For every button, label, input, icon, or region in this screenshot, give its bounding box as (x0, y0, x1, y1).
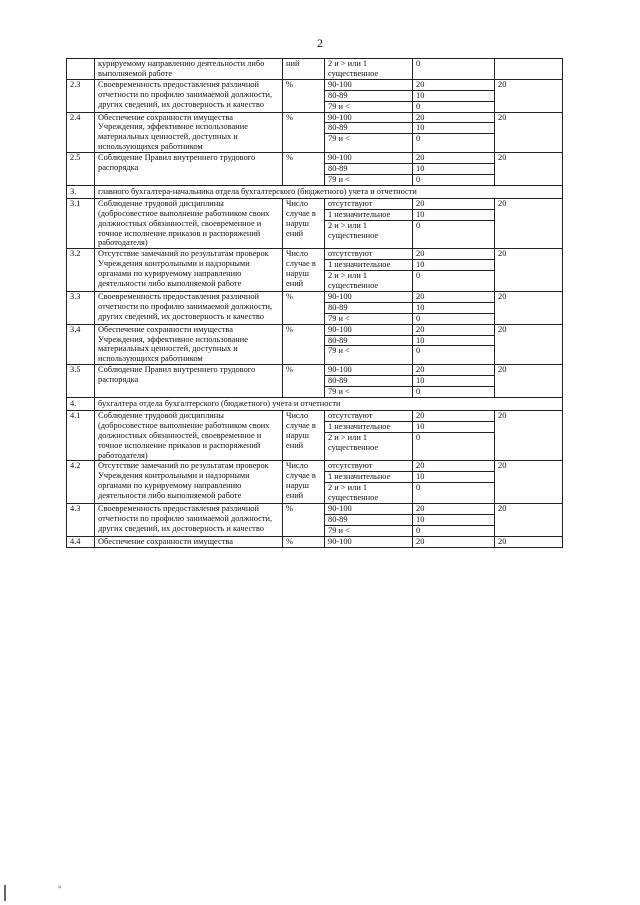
unit-of-measure: % (283, 153, 325, 186)
points-value: 20 (413, 461, 494, 472)
criteria-value: 1 незначительное (325, 422, 412, 433)
unit-of-measure: % (283, 291, 325, 324)
row-number: 4.2 (67, 461, 95, 504)
points-cell (413, 249, 495, 292)
criteria-value: 79 и < (328, 346, 350, 356)
criteria-row (67, 291, 563, 324)
max-points (495, 59, 563, 80)
row-number: 3.2 (67, 249, 95, 292)
points-value: 10 (413, 376, 494, 387)
criteria-value: 1 незначительное (325, 210, 412, 221)
points-value: 0 (416, 483, 421, 493)
unit-of-measure: % (283, 324, 325, 365)
page-number: 2 (317, 36, 323, 50)
unit-of-measure: % (283, 504, 325, 537)
criteria-value: 80-89 (325, 123, 412, 134)
criteria-value: 90-100 (325, 80, 412, 91)
row-number: 3.4 (67, 324, 95, 365)
max-points: 20 (495, 198, 563, 249)
points-value: 10 (413, 336, 494, 347)
unit-of-measure: % (283, 112, 325, 153)
criteria-cell (325, 59, 413, 80)
points-cell (413, 536, 495, 547)
criteria-row (67, 461, 563, 504)
criteria-value: 80-89 (325, 336, 412, 347)
points-value: 20 (413, 325, 494, 336)
points-cell (413, 291, 495, 324)
indicator-name: Отсутствие замечаний по результатам проверок Учреждения контрольными и надзорными органами по курируемому направлению деятельности либо выполняемой работе (95, 249, 283, 292)
row-number: 3.1 (67, 198, 95, 249)
points-value: 0 (416, 134, 421, 144)
row-number: 3.5 (67, 365, 95, 398)
points-value: 0 (416, 313, 421, 323)
section-number: 4. (67, 398, 95, 411)
points-cell (413, 365, 495, 398)
footer-mark: » (58, 883, 62, 891)
criteria-value: 2 и > или 1 существенное (328, 432, 379, 452)
points-value: 10 (413, 303, 494, 314)
criteria-row (67, 112, 563, 153)
points-value: 0 (416, 174, 421, 184)
criteria-value: 1 незначительное (325, 260, 412, 271)
points-value: 10 (413, 472, 494, 483)
points-value: 20 (413, 365, 494, 376)
criteria-cell (325, 504, 413, 537)
criteria-value: 80-89 (325, 515, 412, 526)
points-cell (413, 504, 495, 537)
criteria-row (67, 198, 563, 249)
unit-of-measure: % (283, 79, 325, 112)
indicator-name: Соблюдение трудовой дисциплины (добросовестное выполнение работником своих должностных обязанностей, своевременное и точное исполнение приказов и распоряжений работодателя) (95, 410, 283, 461)
section-header-row (67, 185, 563, 198)
indicator-name: Своевременность предоставления различной отчетности по профилю занимаемой должности, других сведений, их достоверность и качество (95, 79, 283, 112)
criteria-row (67, 249, 563, 292)
row-number: 3.3 (67, 291, 95, 324)
points-value: 10 (413, 260, 494, 271)
max-points: 20 (495, 536, 563, 547)
criteria-value: 80-89 (325, 91, 412, 102)
unit-of-measure: ний (283, 59, 325, 80)
points-cell (413, 153, 495, 186)
points-cell (413, 410, 495, 461)
criteria-value: 2 и > или 1 существенное (328, 220, 379, 240)
max-points: 20 (495, 461, 563, 504)
points-value: 10 (413, 123, 494, 134)
indicator-name: Обеспечение сохранности имущества (95, 536, 283, 547)
indicator-name: курируемому направлению деятельности либо выполняемой работе (95, 59, 283, 80)
indicator-name: Обеспечение сохранности имущества Учреждения, эффективное использование материальных ценностей, доступных и использующихся работником (95, 324, 283, 365)
criteria-cell (325, 291, 413, 324)
points-value: 10 (413, 515, 494, 526)
section-title: бухгалтера отдела бухгалтерского (бюджетного) учета и отчетности (95, 398, 563, 411)
points-value: 20 (416, 536, 425, 546)
criteria-value: 79 и < (328, 525, 350, 535)
max-points: 20 (495, 365, 563, 398)
points-value: 0 (416, 525, 421, 535)
criteria-value: отсутствуют (325, 249, 412, 260)
criteria-row (67, 536, 563, 547)
points-value: 0 (416, 101, 421, 111)
criteria-cell (325, 410, 413, 461)
criteria-row (67, 504, 563, 537)
max-points: 20 (495, 504, 563, 537)
scan-edge-mark (4, 885, 6, 901)
points-cell (413, 112, 495, 153)
points-value: 10 (413, 164, 494, 175)
unit-of-measure: % (283, 536, 325, 547)
criteria-row (67, 410, 563, 461)
points-value: 20 (413, 80, 494, 91)
criteria-cell (325, 112, 413, 153)
criteria-cell (325, 536, 413, 547)
row-number: 2.5 (67, 153, 95, 186)
points-value: 0 (416, 432, 421, 442)
points-value: 20 (413, 153, 494, 164)
criteria-value: 2 и > или 1 существенное (328, 483, 379, 503)
criteria-value: 79 и < (328, 134, 350, 144)
points-value: 0 (416, 387, 421, 397)
criteria-value: 80-89 (325, 164, 412, 175)
unit-of-measure: Число случае в наруш ений (283, 249, 325, 292)
points-cell (413, 461, 495, 504)
indicator-name: Соблюдение Правил внутреннего трудового распорядка (95, 153, 283, 186)
row-number: 4.1 (67, 410, 95, 461)
criteria-row (67, 324, 563, 365)
points-value: 20 (413, 292, 494, 303)
criteria-cell (325, 461, 413, 504)
criteria-value: 90-100 (325, 292, 412, 303)
points-cell (413, 324, 495, 365)
criteria-row (67, 79, 563, 112)
max-points: 20 (495, 153, 563, 186)
criteria-value: 90-100 (325, 365, 412, 376)
points-value: 20 (413, 113, 494, 124)
criteria-cell (325, 324, 413, 365)
indicator-name: Отсутствие замечаний по результатам проверок Учреждения контрольными и надзорными органами по курируемому направлению деятельности либо выполняемой работе (95, 461, 283, 504)
criteria-value: 79 и < (328, 174, 350, 184)
criteria-cell (325, 365, 413, 398)
criteria-value: отсутствуют (325, 461, 412, 472)
section-title: главного бухгалтера-начальника отдела бухгалтерского (бюджетного) учета и отчетности (95, 185, 563, 198)
criteria-value: 90-100 (325, 153, 412, 164)
criteria-row (67, 59, 563, 80)
indicator-name: Соблюдение трудовой дисциплины (добросовестное выполнение работником своих должностных обязанностей, своевременное и точное исполнение приказов и распоряжений работодателя) (95, 198, 283, 249)
row-number: 2.4 (67, 112, 95, 153)
points-value: 10 (413, 210, 494, 221)
unit-of-measure: % (283, 365, 325, 398)
indicator-name: Своевременность предоставления различной отчетности по профилю занимаемой должности, других сведений, их достоверность и качество (95, 504, 283, 537)
points-value: 10 (413, 91, 494, 102)
unit-of-measure: Число случае в наруш ений (283, 410, 325, 461)
points-cell (413, 79, 495, 112)
criteria-value: 90-100 (328, 536, 352, 546)
points-cell (413, 198, 495, 249)
criteria-value: 90-100 (325, 504, 412, 515)
criteria-cell (325, 153, 413, 186)
criteria-value: 79 и < (328, 387, 350, 397)
section-header-row (67, 398, 563, 411)
criteria-value: отсутствуют (325, 199, 412, 210)
criteria-value: 80-89 (325, 303, 412, 314)
section-number: 3. (67, 185, 95, 198)
criteria-cell (325, 249, 413, 292)
criteria-value: 90-100 (325, 325, 412, 336)
criteria-cell (325, 198, 413, 249)
points-value: 10 (413, 422, 494, 433)
points-value: 0 (416, 59, 421, 68)
row-number (67, 59, 95, 80)
criteria-value: 79 и < (328, 313, 350, 323)
row-number: 4.3 (67, 504, 95, 537)
criteria-row (67, 365, 563, 398)
points-value: 20 (413, 199, 494, 210)
points-value: 20 (413, 504, 494, 515)
points-value: 0 (416, 271, 421, 281)
criteria-value: отсутствуют (325, 411, 412, 422)
criteria-cell (325, 79, 413, 112)
points-value: 20 (413, 411, 494, 422)
points-value: 20 (413, 249, 494, 260)
points-value: 0 (416, 346, 421, 356)
row-number: 2.3 (67, 79, 95, 112)
criteria-value: 2 и > или 1 существенное (328, 271, 379, 291)
indicator-name: Обеспечение сохранности имущества Учреждения, эффективное использование материальных ценностей, доступных и использующихся работником (95, 112, 283, 153)
criteria-value: 79 и < (328, 101, 350, 111)
criteria-row (67, 153, 563, 186)
criteria-value: 1 незначительное (325, 472, 412, 483)
indicator-name: Соблюдение Правил внутреннего трудового распорядка (95, 365, 283, 398)
criteria-value: 2 и > или 1 существенное (328, 59, 379, 78)
max-points: 20 (495, 324, 563, 365)
criteria-table-body (67, 59, 563, 548)
row-number: 4.4 (67, 536, 95, 547)
max-points: 20 (495, 410, 563, 461)
unit-of-measure: Число случае в наруш ений (283, 198, 325, 249)
unit-of-measure: Число случае в наруш ений (283, 461, 325, 504)
points-value: 0 (416, 220, 421, 230)
max-points: 20 (495, 79, 563, 112)
max-points: 20 (495, 249, 563, 292)
criteria-table (66, 58, 563, 548)
max-points: 20 (495, 112, 563, 153)
points-cell (413, 59, 495, 80)
criteria-value: 80-89 (325, 376, 412, 387)
criteria-value: 90-100 (325, 113, 412, 124)
indicator-name: Своевременность предоставления различной отчетности по профилю занимаемой должности, других сведений, их достоверность и качество (95, 291, 283, 324)
max-points: 20 (495, 291, 563, 324)
